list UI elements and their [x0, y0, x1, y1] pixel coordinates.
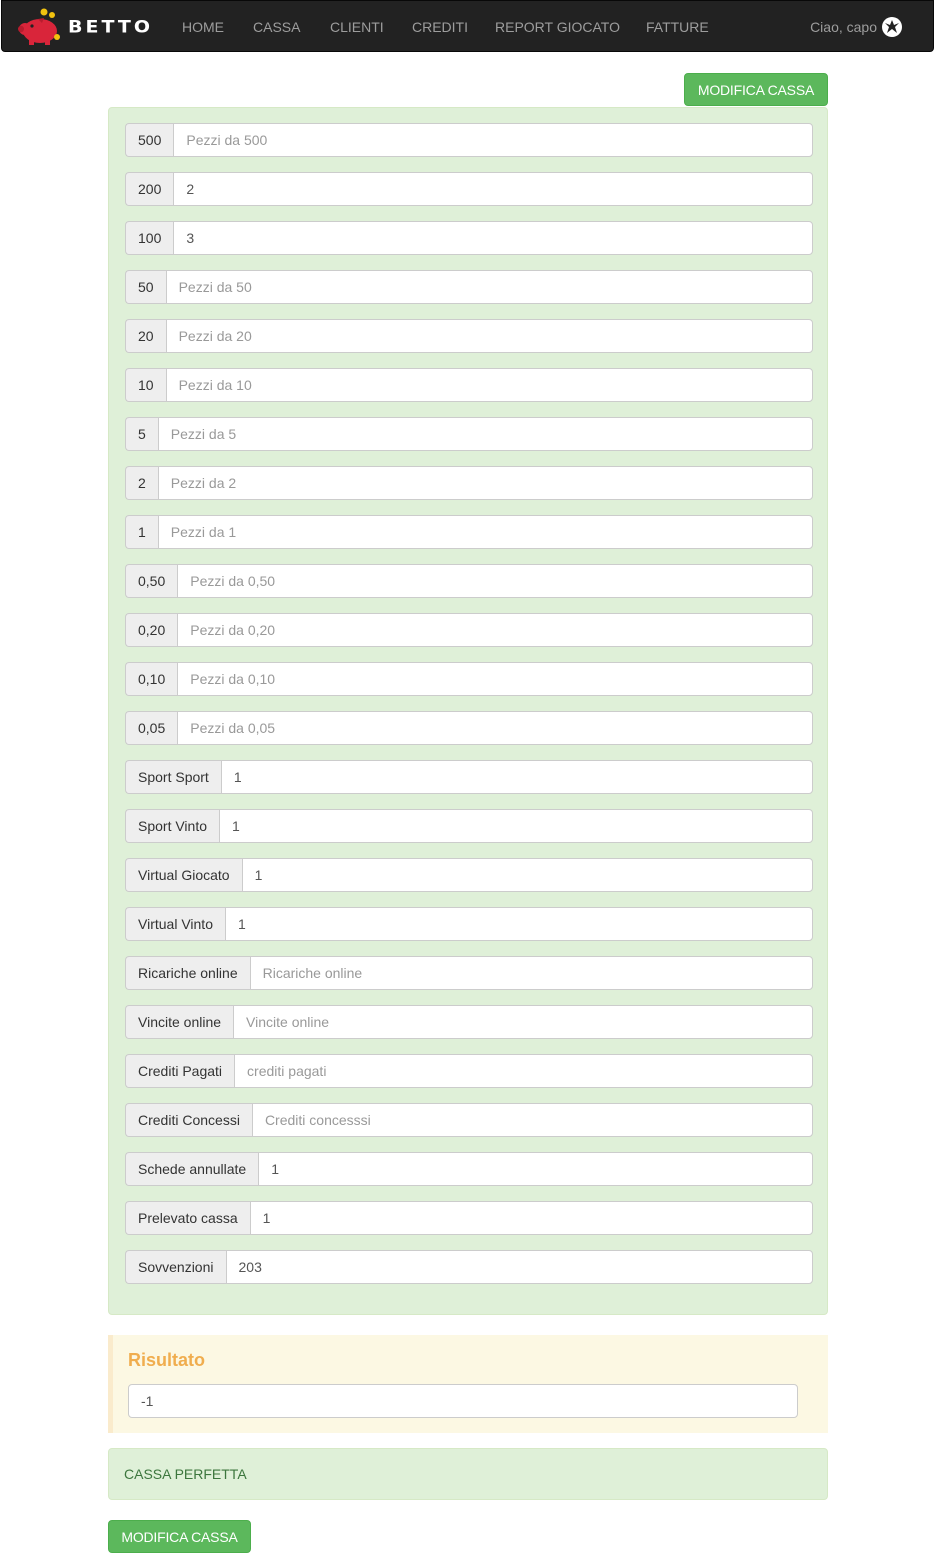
- field-input[interactable]: [173, 221, 813, 255]
- cash-form-panel: [108, 107, 828, 1315]
- field-label: Virtual Giocato: [125, 858, 242, 892]
- field-input[interactable]: [173, 172, 813, 206]
- nav-fatture[interactable]: FATTURE: [646, 19, 709, 35]
- input-group: [125, 1103, 813, 1137]
- input-group: [125, 270, 813, 304]
- field-label: Ricariche online: [125, 956, 250, 990]
- field-label: 1: [125, 515, 158, 549]
- field-label: Crediti Pagati: [125, 1054, 234, 1088]
- status-alert: CASSA PERFETTA: [108, 1448, 828, 1500]
- field-label: 50: [125, 270, 166, 304]
- input-group: [125, 711, 813, 745]
- field-label: 0,20: [125, 613, 177, 647]
- field-input[interactable]: [158, 515, 813, 549]
- input-group: [125, 172, 813, 206]
- field-input[interactable]: [225, 907, 813, 941]
- field-input[interactable]: [173, 123, 813, 157]
- input-group: [125, 1201, 813, 1235]
- field-label: 100: [125, 221, 173, 255]
- field-input[interactable]: [158, 466, 813, 500]
- navbar: [1, 0, 934, 52]
- field-input[interactable]: [252, 1103, 813, 1137]
- field-input[interactable]: [177, 564, 813, 598]
- field-input[interactable]: [219, 809, 813, 843]
- input-group: [125, 809, 813, 843]
- modifica-cassa-button-bottom[interactable]: MODIFICA CASSA: [108, 1520, 251, 1553]
- field-input[interactable]: [258, 1152, 813, 1186]
- nav-cassa[interactable]: CASSA: [253, 19, 301, 35]
- input-group: [125, 1054, 813, 1088]
- field-label: Schede annullate: [125, 1152, 258, 1186]
- field-label: 0,10: [125, 662, 177, 696]
- input-group: [125, 956, 813, 990]
- field-input[interactable]: [242, 858, 813, 892]
- field-label: Sport Vinto: [125, 809, 219, 843]
- input-group: [125, 1250, 813, 1284]
- brand-logo[interactable]: [16, 2, 153, 52]
- nav-home[interactable]: HOME: [182, 19, 224, 35]
- input-group: [125, 1005, 813, 1039]
- field-label: 10: [125, 368, 166, 402]
- field-label: 0,50: [125, 564, 177, 598]
- field-input[interactable]: [250, 956, 813, 990]
- input-group: [125, 613, 813, 647]
- field-label: Sport Sport: [125, 760, 221, 794]
- field-label: Prelevato cassa: [125, 1201, 250, 1235]
- field-label: 0,05: [125, 711, 177, 745]
- field-label: 5: [125, 417, 158, 451]
- modifica-cassa-button-top[interactable]: MODIFICA CASSA: [684, 73, 828, 106]
- field-label: 2: [125, 466, 158, 500]
- input-group: [125, 515, 813, 549]
- result-input[interactable]: [128, 1384, 798, 1418]
- field-input[interactable]: [166, 270, 813, 304]
- brand-name: BETTO: [68, 17, 153, 37]
- result-title: Risultato: [128, 1350, 206, 1370]
- field-input[interactable]: [226, 1250, 814, 1284]
- field-input[interactable]: [234, 1054, 813, 1088]
- field-input[interactable]: [233, 1005, 813, 1039]
- input-group: [125, 319, 813, 353]
- nav-clienti[interactable]: CLIENTI: [330, 19, 384, 35]
- field-input[interactable]: [250, 1201, 813, 1235]
- field-label: Virtual Vinto: [125, 907, 225, 941]
- input-group: [125, 123, 813, 157]
- input-group: [125, 1152, 813, 1186]
- field-input[interactable]: [177, 711, 813, 745]
- input-group: [125, 907, 813, 941]
- field-label: 500: [125, 123, 173, 157]
- field-input[interactable]: [177, 662, 813, 696]
- input-group: [125, 662, 813, 696]
- field-input[interactable]: [166, 319, 813, 353]
- user-avatar-icon: [881, 16, 903, 38]
- field-label: 200: [125, 172, 173, 206]
- result-panel: [108, 1335, 828, 1433]
- field-label: Sovvenzioni: [125, 1250, 226, 1284]
- nav-report-giocato[interactable]: REPORT GIOCATO: [495, 19, 620, 35]
- input-group: [125, 760, 813, 794]
- field-label: 20: [125, 319, 166, 353]
- input-group: [125, 466, 813, 500]
- input-group: [125, 564, 813, 598]
- input-group: [125, 368, 813, 402]
- field-input[interactable]: [166, 368, 813, 402]
- user-menu[interactable]: [810, 16, 903, 38]
- field-label: Vincite online: [125, 1005, 233, 1039]
- user-greeting: Ciao, capo: [810, 19, 877, 35]
- piggy-bank-icon: [16, 7, 64, 47]
- field-label: Crediti Concessi: [125, 1103, 252, 1137]
- nav-crediti[interactable]: CREDITI: [412, 19, 468, 35]
- input-group: [125, 417, 813, 451]
- field-input[interactable]: [158, 417, 813, 451]
- field-input[interactable]: [221, 760, 813, 794]
- input-group: [125, 221, 813, 255]
- input-group: [125, 858, 813, 892]
- field-input[interactable]: [177, 613, 813, 647]
